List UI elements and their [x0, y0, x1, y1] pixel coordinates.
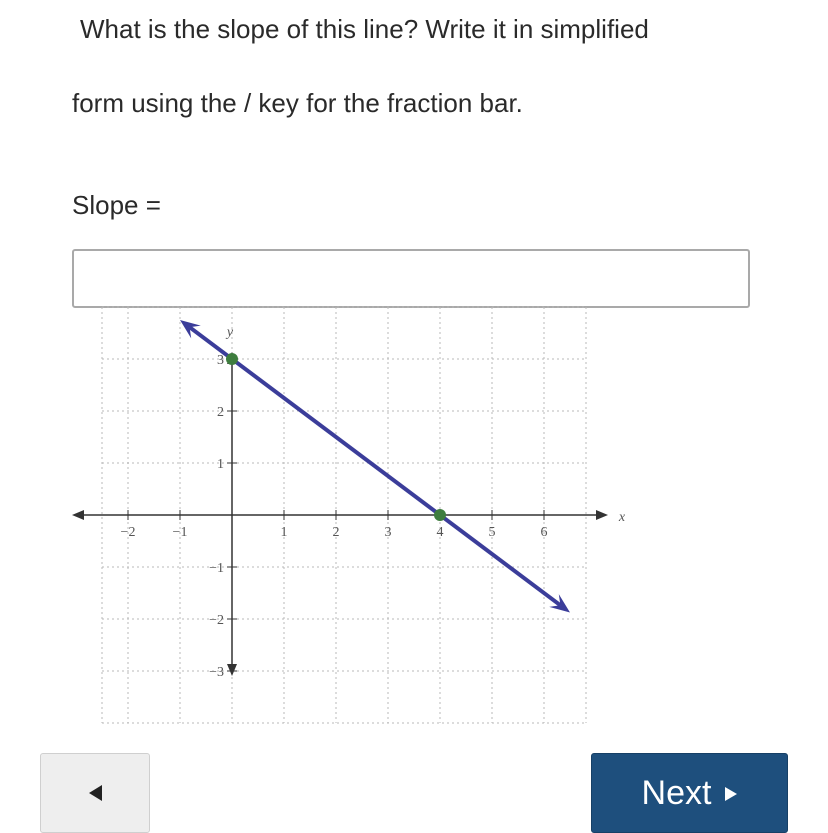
graph-axes — [72, 325, 626, 676]
x-axis-label: x — [618, 510, 626, 525]
x-tick-label: 5 — [488, 525, 496, 540]
next-button[interactable] — [591, 753, 788, 833]
triangle-left-icon — [89, 785, 102, 801]
x-axis-left-arrow-icon — [72, 510, 84, 520]
graph-point — [434, 509, 446, 521]
coordinate-graph — [60, 320, 626, 700]
back-button[interactable] — [40, 753, 150, 833]
x-tick-label: 2 — [332, 525, 340, 540]
triangle-right-icon — [725, 787, 737, 801]
graph-line — [190, 327, 561, 605]
x-tick-label: −2 — [120, 525, 136, 540]
graph-ticks — [121, 353, 548, 680]
y-tick-label: 3 — [217, 353, 224, 368]
next-button-label: Next — [641, 774, 712, 812]
y-tick-label: −2 — [209, 613, 224, 628]
question-text-line-2: form using the / key for the fraction bar. — [72, 88, 523, 118]
graph-line-layer — [180, 320, 570, 613]
x-tick-label: 1 — [280, 525, 288, 540]
y-axis-label: y — [226, 325, 234, 340]
x-tick-label: 6 — [540, 525, 548, 540]
y-axis-bottom-arrow-icon — [227, 664, 237, 676]
graph-point — [226, 353, 238, 365]
slope-answer-input[interactable] — [72, 249, 750, 308]
x-tick-label: 3 — [384, 525, 392, 540]
slope-label: Slope = — [72, 190, 161, 220]
x-axis-right-arrow-icon — [596, 510, 608, 520]
y-tick-label: −1 — [209, 561, 224, 576]
y-tick-label: 2 — [217, 405, 224, 420]
y-tick-label: 1 — [217, 457, 224, 472]
y-tick-label: −3 — [209, 665, 224, 680]
question-text-line-1: What is the slope of this line? Write it in simplified — [80, 14, 649, 44]
x-tick-label: 4 — [436, 525, 444, 540]
x-tick-label: −1 — [172, 525, 188, 540]
